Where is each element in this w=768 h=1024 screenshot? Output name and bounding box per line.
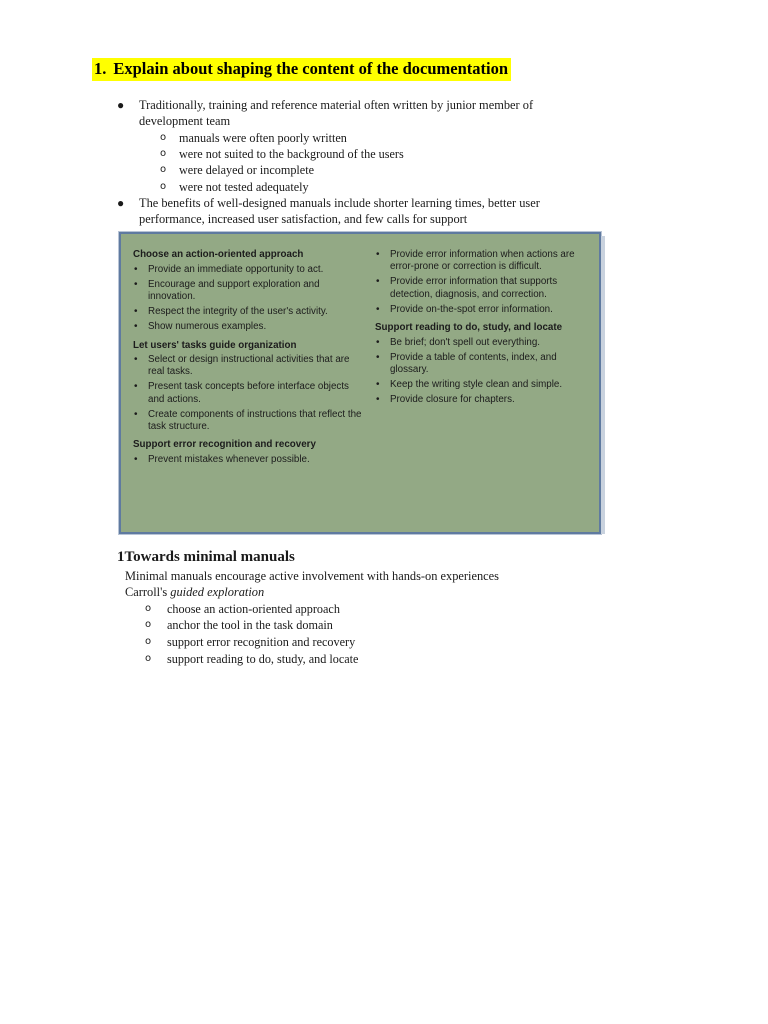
guidelines-right-column	[375, 249, 595, 413]
bullet-dot-icon: •	[134, 263, 138, 275]
bullet-dot-icon: •	[376, 351, 380, 363]
guideline-text: Respect the integrity of the user's activity.	[148, 306, 328, 318]
guideline-heading: Choose an action-oriented approach	[133, 249, 304, 260]
guideline-section	[375, 249, 595, 316]
section-title	[117, 548, 295, 566]
hollow-circle-icon: o	[145, 652, 152, 664]
sub-bullet-item	[125, 634, 499, 651]
guideline-item	[375, 379, 595, 391]
guideline-section	[375, 322, 595, 407]
section-paragraph: Minimal manuals encourage active involvement with hands-on experiences	[125, 569, 500, 583]
guideline-item	[133, 454, 363, 466]
guideline-section	[133, 439, 363, 466]
section-text: Carroll's	[125, 585, 171, 600]
sub-bullet-item	[125, 601, 499, 618]
bullet-dot-icon: •	[134, 453, 138, 465]
bullet-item	[117, 97, 587, 195]
guideline-list	[375, 249, 595, 316]
guideline-text: Prevent mistakes whenever possible.	[148, 453, 310, 465]
guideline-item	[133, 321, 363, 333]
guideline-text: Select or design instructional activities that are real tasks.	[148, 354, 350, 378]
guideline-text: Be brief; don't spell out everything.	[390, 336, 541, 348]
bullet-dot-icon: •	[376, 379, 380, 391]
bullet-dot-icon: •	[134, 354, 138, 366]
guideline-item	[375, 249, 595, 273]
bullet-dot-icon: •	[134, 408, 138, 420]
bullet-dot-icon: •	[134, 278, 138, 290]
guidelines-box	[119, 232, 601, 534]
bullet-dot-icon: •	[376, 336, 380, 348]
guideline-text: Present task concepts before interface objects and actions.	[148, 381, 349, 405]
section-body	[125, 568, 499, 667]
guideline-list	[375, 337, 595, 407]
section-title-text: Towards minimal manuals	[124, 549, 295, 565]
bullet-text: The benefits of well-designed manuals include shorter learning times, better user performance, increased user satisfaction, and few calls for support	[139, 196, 540, 227]
guideline-text: Provide error information when actions are error-prone or correction is difficult.	[390, 249, 575, 273]
guideline-text: Keep the writing style clean and simple.	[390, 379, 563, 391]
sub-bullet-text: were not suited to the background of the users	[179, 147, 404, 162]
guideline-item	[133, 279, 363, 303]
sub-bullet-text: choose an action-oriented approach	[167, 601, 340, 616]
guideline-section	[133, 340, 363, 434]
bullet-dot-icon: ●	[117, 98, 125, 112]
guideline-item	[375, 352, 595, 376]
bullet-dot-icon: •	[376, 394, 380, 406]
guideline-text: Provide an immediate opportunity to act.	[148, 263, 324, 275]
sub-bullet-item	[139, 130, 587, 146]
bullet-dot-icon: •	[376, 249, 380, 260]
sub-bullet-text: anchor the tool in the task domain	[167, 618, 333, 633]
guideline-list	[133, 354, 363, 433]
guideline-list	[133, 454, 363, 466]
guidelines-left-column	[133, 249, 363, 472]
guideline-text: Create components of instructions that reflect the task structure.	[148, 408, 362, 433]
guideline-item	[375, 337, 595, 349]
sub-bullet-text: were not tested adequately	[179, 179, 309, 194]
sub-bullet-list	[139, 130, 587, 195]
heading-number: 1.	[94, 59, 107, 78]
hollow-circle-icon: o	[160, 180, 167, 192]
hollow-circle-icon: o	[160, 131, 167, 143]
bullet-dot-icon: •	[134, 306, 138, 318]
document-heading	[92, 58, 511, 81]
guideline-text: Provide a table of contents, index, and glossary.	[390, 351, 557, 375]
guideline-list	[133, 264, 363, 334]
bullet-text: Traditionally, training and reference material often written by junior member of development team	[139, 98, 534, 129]
guideline-heading: Let users' tasks guide organization	[133, 339, 297, 351]
sub-bullet-item	[139, 162, 587, 178]
sub-bullet-item	[125, 617, 499, 634]
guideline-heading: Support reading to do, study, and locate	[375, 322, 563, 334]
guideline-item	[133, 381, 363, 405]
hollow-circle-icon: o	[145, 602, 152, 614]
heading-text: Explain about shaping the content of the documentation	[113, 59, 509, 78]
guideline-text: Encourage and support exploration and innovation.	[148, 278, 320, 302]
sub-bullet-item	[125, 651, 499, 668]
guideline-item	[133, 354, 363, 378]
guideline-section	[133, 249, 363, 334]
section-number: 1	[117, 549, 125, 565]
guideline-item	[133, 409, 363, 433]
bullet-dot-icon: •	[376, 303, 380, 315]
guideline-text: Provide closure for chapters.	[390, 394, 515, 406]
hollow-circle-icon: o	[145, 636, 152, 647]
guideline-text: Show numerous examples.	[148, 321, 267, 333]
guideline-text: Provide on-the-spot error information.	[390, 303, 553, 315]
hollow-circle-icon: o	[145, 619, 152, 631]
guideline-text: Provide error information that supports detection, diagnosis, and correction.	[390, 276, 558, 300]
bullet-dot-icon: •	[134, 381, 138, 393]
sub-bullet-text: were delayed or incomplete	[179, 163, 315, 178]
intro-bullet-list	[117, 97, 587, 228]
guideline-item	[133, 264, 363, 276]
sub-bullet-list	[125, 601, 499, 667]
guideline-item	[375, 304, 595, 316]
section-italic-text: guided exploration	[170, 585, 265, 600]
sub-bullet-item	[139, 146, 587, 162]
bullet-dot-icon: •	[134, 321, 138, 333]
guideline-item	[375, 276, 595, 300]
sub-bullet-text: manuals were often poorly written	[179, 130, 347, 145]
section-paragraph	[125, 584, 499, 600]
guideline-item	[133, 306, 363, 318]
sub-bullet-item	[139, 179, 587, 195]
hollow-circle-icon: o	[160, 164, 167, 176]
sub-bullet-text: support error recognition and recovery	[167, 635, 356, 649]
bullet-dot-icon: ●	[117, 196, 125, 210]
sub-bullet-text: support reading to do, study, and locate	[167, 651, 359, 666]
hollow-circle-icon: o	[160, 148, 167, 160]
guideline-item	[375, 394, 595, 406]
guideline-heading: Support error recognition and recovery	[133, 439, 316, 451]
bullet-item	[117, 195, 587, 228]
bullet-dot-icon: •	[376, 276, 380, 288]
